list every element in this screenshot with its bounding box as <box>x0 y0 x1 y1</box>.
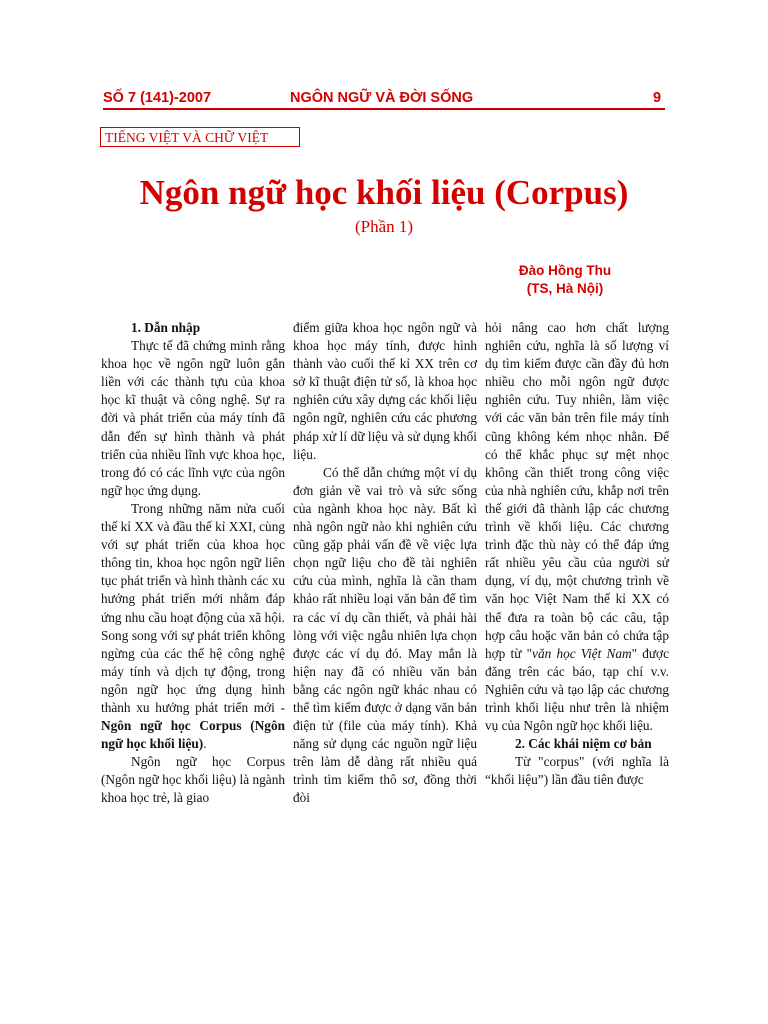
paragraph: điểm giữa khoa học ngôn ngữ và khoa học máy tính, được hình thành vào cuối thế kỉ XX trên cơ sở kĩ thuật điện tử số, là khoa học nghiên cứu xây dựng các khối liệu ngôn ngữ, nghiên cứu các phương pháp xử lí dữ liệu và sử dụng khối liệu. <box>293 320 477 462</box>
text-column-1 <box>101 319 285 808</box>
text-column-3 <box>485 319 669 789</box>
paragraph: Có thể dẫn chứng một ví dụ đơn giản về vai trò và sức sống của ngành khoa học này. Bất kì nhà ngôn ngữ nào khi nghiên cứu cũng gặp phải vấn đề về việc lựa chọn ngữ liệu cho đề tài nghiên cứu của mình, nghĩa là cần tham khảo rất nhiều loại văn bản để tìm ra các ví dụ cần thiết, và phải hài lòng với việc ngẫu nhiên lựa chọn được các ví dụ đó. May mắn là hiện nay đã có nhiều văn bản bằng các ngôn ngữ khác nhau có thể tìm kiếm được ở dạng văn bản điện tử (file của máy tính). Khả năng sử dụng các nguồn ngữ liệu trên làm dễ dàng rất nhiều quá trình tìm kiếm thô sơ, đồng thời đòi <box>293 464 477 806</box>
paragraph <box>101 500 285 753</box>
section-heading-intro: 1. Dẫn nhập <box>131 320 201 335</box>
paragraph: Thực tế đã chứng minh rằng khoa học về ngôn ngữ luôn gắn liền với các thành tựu của khoa học kĩ thuật và công nghệ. Sự ra đời và phát triển của máy tính đã dẫn đến sự hình thành và phát triển của nhiều lĩnh vực khoa học, trong đó có các lĩnh vực của ngôn ngữ học ứng dụng. <box>101 338 285 498</box>
header-rule <box>103 108 665 110</box>
journal-issue: SỐ 7 (141)-2007 <box>103 90 212 106</box>
section-heading-concepts: 2. Các khái niệm cơ bản <box>515 736 652 752</box>
author-affiliation: (TS, Hà Nội) <box>526 281 604 296</box>
section-label: TIẾNG VIỆT VÀ CHỮ VIỆT <box>100 127 300 147</box>
journal-name: NGÔN NGỮ VÀ ĐỜI SỐNG <box>290 90 474 106</box>
page-number: 9 <box>653 90 662 106</box>
paragraph-end: . <box>203 736 207 752</box>
italic-term: văn học Việt Nam <box>532 645 632 661</box>
article-subtitle: (Phần 1) <box>354 217 414 236</box>
text-column-2 <box>293 319 477 808</box>
paragraph-text: hỏi nâng cao hơn chất lượng nghiên cứu, nghĩa là số lượng ví dụ tìm kiếm được cần đầy đủ hơn nhiều cho mỗi ngôn ngữ được nghiên cứu. Tuy nhiên, làm việc với các văn bản trên file máy tính cũng không kém nhọc nhằn. Để có thể khắc phục sự mệt nhọc không cần thiết trong công việc của nhà nghiên cứu, khắp nơi trên thế giới đã thành lập các chương trình về khối liệu. Các chương trình đặc thù này có thể đáp ứng rất nhiều yêu cầu của người sử dụng, ví dụ, một chương trình về văn học Việt Nam thế kỉ XX có thể đưa ra toàn bộ các câu, tập hợp câu hoặc văn bản có chứa tập hợp từ " <box>485 320 669 661</box>
paragraph-text: Trong những năm nửa cuối thế kỉ XX và đầu thế kỉ XXI, cùng với sự phát triển của khoa học thông tin, khoa học ngôn ngữ liên tục phát triển và hình thành các xu hướng phát triển mới nhằm đáp ứng nhu cầu hoạt động của xã hội. Song song với sự phát triển không ngừng của các thế hệ công nghệ máy tính và dịch tự động, trong ngôn ngữ học ứng dụng hình thành xu hướng phát triển mới - <box>101 500 285 715</box>
bold-term: Ngôn ngữ học Corpus (Ngôn ngữ học khối liệu) <box>101 718 285 752</box>
paragraph: Ngôn ngữ học Corpus (Ngôn ngữ học khối liệu) là ngành khoa học trẻ, là giao <box>101 754 285 806</box>
paragraph: Từ "corpus" (với nghĩa là “khối liệu”) lần đầu tiên được <box>485 754 669 788</box>
paragraph-text: " được đăng trên các báo, tạp chí v.v. Nghiên cứu và tạo lập các chương trình khối liệu như trên là nhiệm vụ của Ngôn ngữ học khối liệu. <box>485 645 669 734</box>
paragraph <box>485 319 669 735</box>
article-title: Ngôn ngữ học khối liệu (Corpus) <box>139 173 629 212</box>
author-name: Đào Hồng Thu <box>518 263 612 278</box>
